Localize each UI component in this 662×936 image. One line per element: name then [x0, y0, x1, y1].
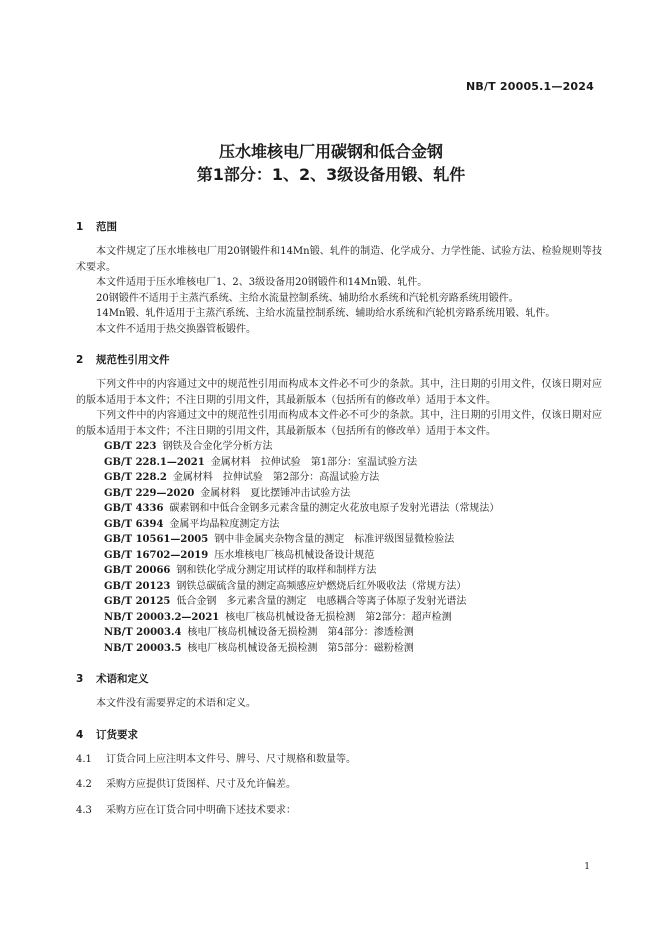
paragraph: 20钢锻件不适用于主蒸汽系统、主给水流量控制系统、辅助给水系统和汽轮机旁路系统用锻件。	[96, 292, 519, 304]
paragraph: 14Mn锻、轧件适用于主蒸汽系统、主给水流量控制系统、辅助给水系统和汽轮机旁路系统用锻、轧件。	[96, 308, 556, 319]
reference-item	[104, 486, 602, 502]
paragraph: 本文件没有需要界定的术语和定义。	[96, 698, 256, 709]
title-line-1: 压水堆核电厂用碳钢和低合金钢	[218, 142, 443, 161]
clause-number: 4.3	[76, 804, 92, 816]
reference-code: NB/T 20003.5	[104, 642, 182, 654]
reference-code: GB/T 20123	[104, 580, 171, 592]
reference-title: 金属材料 夏比摆锤冲击试验方法	[200, 487, 351, 499]
paragraph: 下列文件中的内容通过文中的规范性引用而构成本文件必不可少的条款。其中，注日期的引用文件，仅该日期对应的版本适用于本文件；不注日期的引用文件，其最新版本（包括所有的修改单）适用于本文件。	[76, 410, 602, 437]
paragraph: 本文件适用于压水堆核电厂1、2、3级设备用20钢锻件和14Mn锻、轧件。	[96, 277, 428, 288]
section-title: 规范性引用文件	[96, 354, 170, 366]
section-number: 2	[76, 354, 84, 366]
reference-title: 低合金钢 多元素含量的测定 电感耦合等离子体原子发射光谱法	[176, 596, 467, 607]
clause-number: 4.2	[76, 779, 92, 790]
reference-title: 压水堆核电厂核岛机械设备设计规范	[214, 549, 375, 561]
section-title: 范围	[96, 221, 117, 233]
reference-title: 金属材料 拉伸试验 第2部分：高温试验方法	[172, 472, 380, 483]
section-2-heading	[76, 351, 602, 369]
title-line-2: 第1部分：1、2、3级设备用锻、轧件	[196, 165, 466, 184]
section-number: 1	[76, 221, 84, 233]
standard-code: NB/T 20005.1—2024	[465, 80, 594, 93]
document-title	[0, 140, 662, 186]
reference-item	[104, 517, 602, 533]
reference-item	[104, 501, 602, 517]
reference-title: 钢和铁化学成分测定用试样的取样和制样方法	[176, 565, 377, 576]
paragraph: 本文件不适用于热交换器管板锻件。	[96, 323, 256, 335]
reference-item	[104, 594, 602, 610]
document-body	[76, 218, 602, 818]
reference-code: GB/T 229—2020	[104, 487, 195, 499]
paragraph: 下列文件中的内容通过文中的规范性引用而构成本文件必不可少的条款。其中，注日期的引用文件，仅该日期对应的版本适用于本文件；不注日期的引用文件，其最新版本（包括所有的修改单）适用于本文件。	[76, 379, 602, 406]
reference-list	[76, 439, 602, 656]
clause-text: 订货合同上应注明本文件号、牌号、尺寸规格和数量等。	[106, 753, 356, 765]
reference-item	[104, 610, 602, 626]
section-4-heading	[76, 726, 602, 744]
reference-code: GB/T 6394	[104, 518, 164, 530]
section-number: 3	[76, 673, 84, 685]
reference-title: 金属材料 拉伸试验 第1部分：室温试验方法	[210, 456, 418, 468]
reference-item	[104, 532, 602, 548]
reference-code: GB/T 223	[104, 441, 157, 452]
reference-code: GB/T 4336	[104, 503, 164, 514]
reference-item	[104, 641, 602, 657]
reference-code: GB/T 228.1—2021	[104, 456, 205, 468]
reference-title: 钢中非金属夹杂物含量的测定 标准评级图显微检验法	[214, 534, 455, 545]
section-3-heading	[76, 670, 602, 688]
reference-item	[104, 548, 602, 564]
reference-code: GB/T 16702—2019	[104, 549, 209, 561]
page-number: 1	[584, 862, 590, 872]
reference-item	[104, 455, 602, 471]
reference-title: 钢铁及合金化学分析方法	[162, 441, 273, 452]
reference-item	[104, 563, 602, 579]
reference-item	[104, 470, 602, 486]
reference-item	[104, 579, 602, 595]
reference-item	[104, 439, 602, 455]
clause-4-1	[76, 752, 602, 768]
clause-number: 4.1	[76, 753, 92, 765]
section-1-heading	[76, 218, 602, 236]
clause-text: 采购方应在订货合同中明确下述技术要求：	[106, 804, 296, 816]
clause-4-3	[76, 803, 602, 819]
reference-code: NB/T 20003.4	[104, 627, 182, 638]
reference-code: GB/T 10561—2005	[104, 534, 209, 545]
reference-title: 碳素钢和中低合金钢多元素含量的测定火花放电原子发射光谱法（常规法）	[169, 503, 500, 514]
section-title: 订货要求	[96, 728, 138, 741]
reference-title: 核电厂核岛机械设备无损检测 第2部分：超声检测	[225, 611, 452, 623]
reference-item	[104, 625, 602, 641]
section-title: 术语和定义	[96, 673, 149, 685]
reference-title: 核电厂核岛机械设备无损检测 第5部分：磁粉检测	[187, 642, 414, 654]
reference-code: GB/T 20066	[104, 565, 171, 576]
clause-4-2	[76, 777, 602, 793]
reference-title: 金属平均晶粒度测定方法	[169, 518, 280, 530]
reference-code: GB/T 20125	[104, 596, 171, 607]
paragraph: 本文件规定了压水堆核电厂用20钢锻件和14Mn锻、轧件的制造、化学成分、力学性能、试验方法、检验规则等技术要求。	[76, 246, 602, 273]
reference-title: 钢铁总碳硫含量的测定高频感应炉燃烧后红外吸收法（常规方法）	[176, 580, 467, 592]
clause-text: 采购方应提供订货图样、尺寸及允许偏差。	[106, 779, 296, 790]
reference-code: NB/T 20003.2—2021	[104, 611, 220, 623]
section-number: 4	[76, 728, 84, 741]
reference-code: GB/T 228.2	[104, 472, 167, 483]
reference-title: 核电厂核岛机械设备无损检测 第4部分：渗透检测	[187, 627, 414, 638]
